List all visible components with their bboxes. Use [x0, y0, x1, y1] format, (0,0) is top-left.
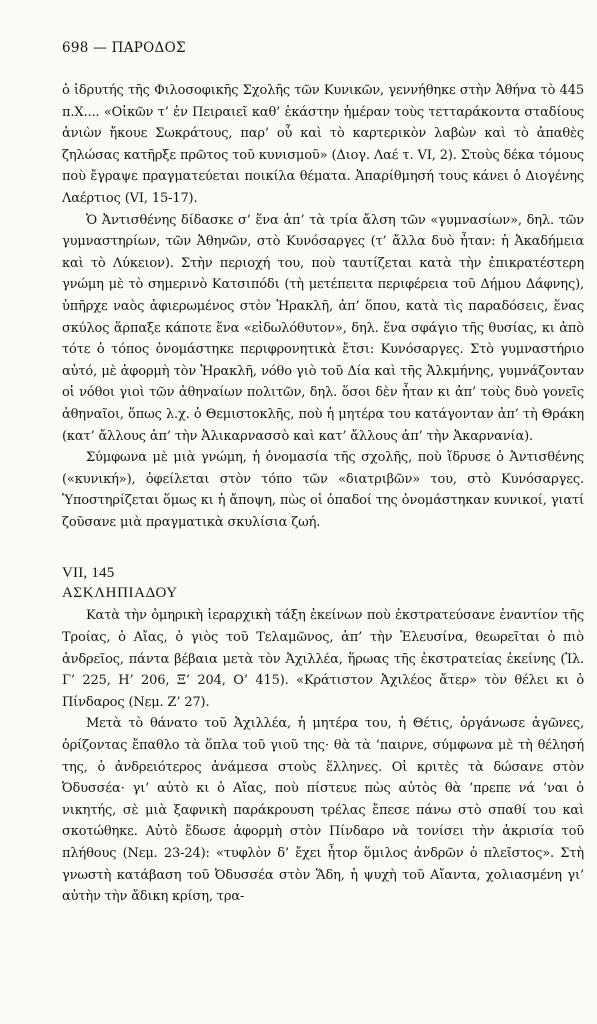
paragraph-antisthenes-intro: ὁ ἱδρυτής τῆς Φιλοσοφικῆς Σχολῆς τῶν Κυνικῶν, γεννήθηκε στὴν Ἀθήνα τὸ 445 π.Χ.... «Οἰκῶν τ’ ἐν Πειραιεῖ καθ’ ἑκάστην ἡμέραν τοὺς τετταράκοντα σταδίους ἀνιὼν ἤκουε Σωκράτους, παρ’ οὗ καὶ τὸ καρτερικὸν λαβὼν καὶ τὸ ἀπαθὲς ζηλώσας κατῆρξε πρῶτος τοῦ κυνισμοῦ» (Διογ. Λαέ τ. VI, 2). Στοὺς δέκα τόμους ποὺ ἔγραψε πραγματεύεται ποικίλα θέματα. Ἀπαρίθμησή τους κάνει ὁ Διογένης Λαέρτιος (VI, 15-17). — [62, 83, 584, 206]
paragraph-kynosarges: Ὁ Ἀντισθένης δίδασκε σ’ ἕνα ἀπ’ τὰ τρία ἄλση τῶν «γυμνασίων», δηλ. τῶν γυμναστηρίων, τῶν Ἀθηνῶν, στὸ Κυνόσαργες (τ’ ἄλλα δυὸ ἦταν: ἡ Ἀκαδήμεια καὶ τὸ Λύκειον). Στὴν περιοχή του, ποὺ ταυτίζεται κατὰ τὴν ἐπικρατέστερη γνώμη μὲ τὸ σημερινὸ Κατσιπόδι (τὴ μετέπειτα περιφέρεια τοῦ Δήμου Δάφνης), ὑπῆρχε ναὸς ἀφιερωμένος στὸν Ἡρακλῆ, ἀπ’ ὅπου, κατὰ τὶς παραδόσεις, ἕνας σκύλος ἅρπαξε κάποτε ἕνα «εἰδωλόθυτον», δηλ. ἕνα σφάγιο τῆς θυσίας, κι ἀπὸ τότε ὁ τόπος ὀνομάστηκε περιφρονητικὰ ἔτσι: Κυνόσαργες. Στὸ γυμναστήριο αὐτό, μὲ ἀφορμὴ τὸν Ἡρακλῆ, νόθο γιὸ τοῦ Δία καὶ τῆς Ἀλκμήνης, γυμνάζονταν οἱ νόθοι γιοὶ τῶν ἀθηναίων πολιτῶν, δηλ. ὅσοι δὲν ἦταν κι ἀπ’ τοὺς δυὸ γονεῖς ἀθηναῖοι, ὅπως λ.χ. ὁ Θεμιστοκλῆς, ποὺ ἡ μητέρα του κατάγονταν ἀπ’ τὴ Θράκη (κατ’ ἄλλους ἀπ’ τὴν Ἀλικαρνασσὸ καὶ κατ’ ἄλλους ἀπ’ τὴν Ἀκαρνανία). — [62, 212, 584, 444]
body-text — [62, 80, 584, 908]
section-number: VII, 145 — [62, 565, 115, 582]
paragraph-ajax-rank: Κατὰ τὴν ὁμηρικὴ ἱεραρχικὴ τάξη ἐκείνων ποὺ ἐκστρατεύσανε ἐναντίον τῆς Τροίας, ὁ Αἴας, ὁ γιὸς τοῦ Τελαμῶνος, ἀπ’ τὴν Ἐλευσίνα, θεωρεῖται ὁ πιὸ ἀνδρεῖος, πάντα βέβαια μετὰ τὸν Ἀχιλλέα, ἥρωας τῆς ἐκστρατείας ἐκείνης (Ἰλ. Γ’ 225, Η’ 206, Ξ’ 204, Ο’ 415). «Κράτιστον Ἀχιλέος ἄτερ» τὸν θέλει κι ὁ Πίνδαρος (Νεμ. Ζ’ 27). — [62, 608, 584, 710]
paragraph-cynic-name: Σύμφωνα μὲ μιὰ γνώμη, ἡ ὀνομασία τῆς σχολῆς, ποὺ ἵδρυσε ὁ Ἀντισθένης («κυνική»), ὀφείλεται στὸν τόπο τῶν «διατριβῶν» του, στὸ Κυνόσαργες. Ὑποστηρίζεται ὅμως κι ἡ ἄποψη, πὼς οἱ ὀπαδοί της ὀνομάστηκαν κυνικοί, γιατί ζοῦσανε μιὰ πραγματικὰ σκυλίσια ζωή. — [62, 450, 584, 530]
running-head: 698 — ΠΑΡΟΔΟΣ — [62, 40, 186, 56]
section-title: ΑΣΚΛΗΠΙΑΔΟΥ — [62, 585, 178, 602]
paragraph-ajax-death: Μετὰ τὸ θάνατο τοῦ Ἀχιλλέα, ἡ μητέρα του, ἡ Θέτις, ὀργάνωσε ἀγῶνες, ὁρίζοντας ἔπαθλο τὰ ὅπλα τοῦ γιοῦ της· θὰ τὰ ’παιρνε, σύμφωνα μὲ τὴ θέλησή της, ὁ ἀνδρειότερος ἀνάμεσα στοὺς ἕλληνες. Οἱ κριτὲς τὰ δώσανε στὸν Ὀδυσσέα· γι’ αὐτὸ κι ὁ Αἴας, ποὺ πίστευε πὼς αὐτὸς θὰ ’πρεπε νά ’ναι ὁ νικητής, σὲ μιὰ ξαφνικὴ παράκρουση τρέλας ἔπεσε πάνω στὸ σπαθί του καὶ σκοτώθηκε. Αὐτὸ ἔδωσε ἀφορμὴ στὸν Πίνδαρο νὰ τονίσει τὴν ἀκρισία τοῦ πλήθους (Νεμ. 23-24): «τυφλὸν δ’ ἔχει ἦτορ ὅμιλος ἀνδρῶν ὁ πλεῖστος». Στὴ γνωστὴ κατάβαση τοῦ Ὀδυσσέα στὸν Ἅδη, ἡ ψυχὴ τοῦ Αἴαντα, χολιασμένη γι’ αὐτὴν τὴν ἄδικη κρίση, τρα- — [62, 716, 584, 905]
